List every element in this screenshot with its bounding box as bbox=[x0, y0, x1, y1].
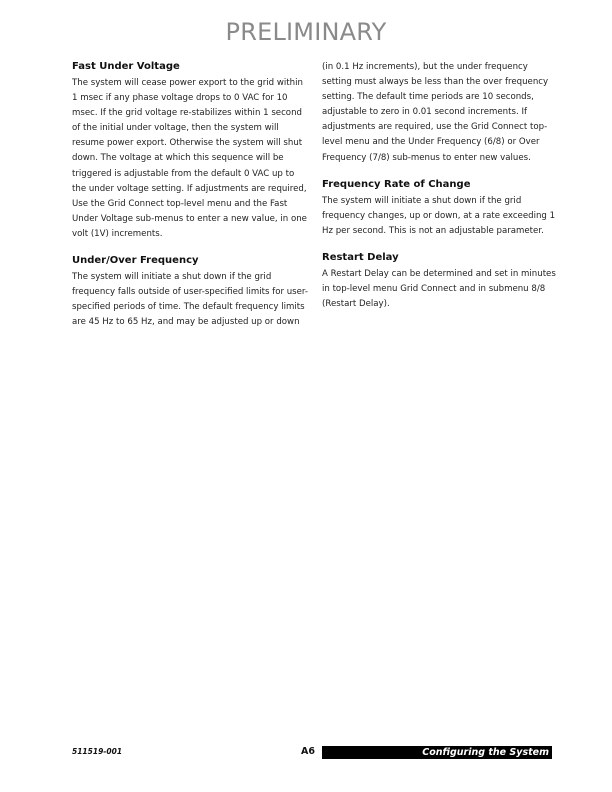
section-heading-under-over-frequency: Under/Over Frequency bbox=[72, 255, 199, 267]
section-body-restart-delay: A Restart Delay can be determined and set in minutes in top-level menu Grid Connect and in submenu 8/8 (Restart Delay). bbox=[322, 268, 556, 310]
left-column bbox=[72, 60, 308, 342]
section-body-under-over-frequency: The system will initiate a shut down if the grid frequency falls outside of user-specified limits for user-specified periods of time. The default frequency limits are 45 Hz to 65 Hz, and may be adjusted up or down bbox=[72, 272, 309, 328]
section-body-frequency-rate-of-change: The system will initiate a shut down if the grid frequency changes, up or down, at a rate exceeding 1 Hz per second. This is not an adjustable parameter. bbox=[322, 195, 556, 236]
right-column bbox=[322, 60, 558, 324]
footer-document-number: 511519-001 bbox=[72, 747, 123, 756]
section-heading-fast-under-voltage: Fast Under Voltage bbox=[72, 61, 180, 72]
preliminary-watermark: PRELIMINARY bbox=[225, 18, 387, 46]
page-footer bbox=[72, 746, 552, 760]
section-heading-restart-delay: Restart Delay bbox=[322, 251, 399, 263]
section-heading-frequency-rate-of-change: Frequency Rate of Change bbox=[322, 178, 471, 190]
footer-section-title: Configuring the System bbox=[422, 747, 549, 758]
footer-section-bar bbox=[322, 746, 552, 759]
section-body-under-over-frequency-continued: (in 0.1 Hz increments), but the under frequency setting must always be less than the over frequency setting. The default time periods are 10 seconds, adjustable to zero in 0.01 second increments. If adjustments are required, use the Grid Connect top-level menu and the Under Frequency (6/8) or Over Frequency (7/8) sub-menus to enter new values. bbox=[322, 62, 549, 163]
section-body-fast-under-voltage: The system will cease power export to the grid within 1 msec if any phase voltage drops to 0 VAC for 10 msec. If the grid voltage re-stabilizes within 1 second of the initial under voltage, then the system will resume power export. Otherwise the system will shut down. The voltage at which this sequence will be triggered is adjustable from the default 0 VAC up to the under voltage setting. If adjustments are required, Use the Grid Connect top-level menu and the Fast Under Voltage sub-menus to enter a new value, in one volt (1V) increments. bbox=[72, 78, 307, 239]
footer-page-number: A6 bbox=[301, 746, 315, 757]
